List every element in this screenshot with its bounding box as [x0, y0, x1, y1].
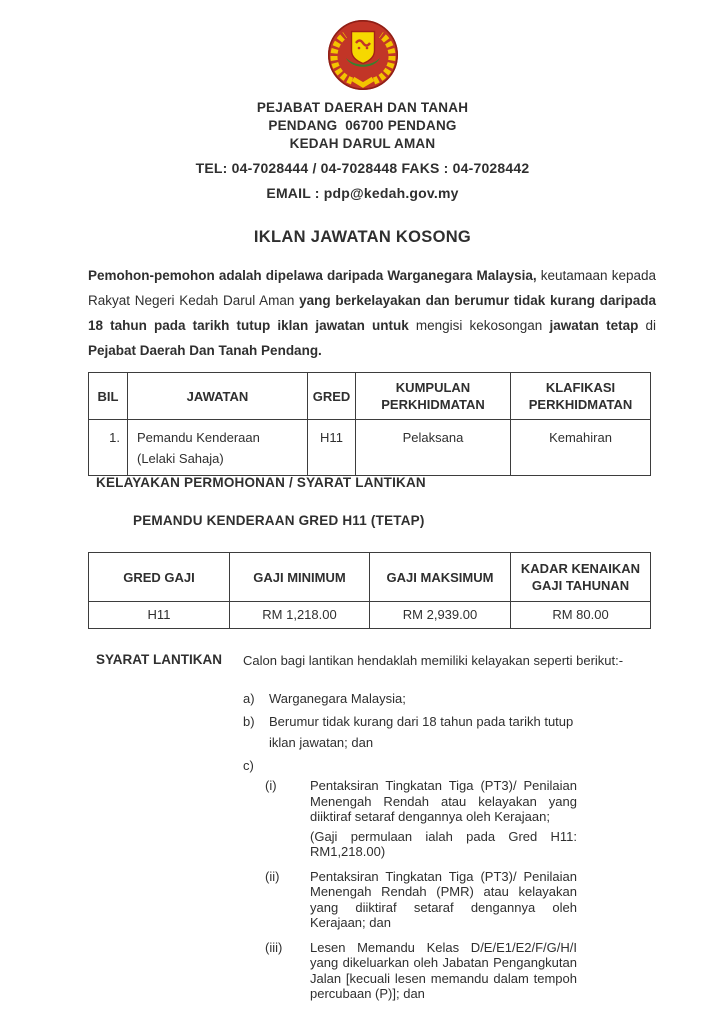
telephone-fax-line: TEL: 04-7028444 / 04-7028448 FAKS : 04-7028442: [195, 160, 530, 176]
position-heading: PEMANDU KENDERAAN GRED H11 (TETAP): [133, 513, 425, 528]
cell-gred: H11: [308, 420, 356, 476]
list-item: [243, 688, 635, 709]
syarat-intro: Calon bagi lantikan hendaklah memiliki kelayakan seperti berikut:-: [243, 653, 624, 668]
intro-segment: di: [638, 318, 656, 333]
office-state: KEDAH DARUL AMAN: [289, 136, 436, 151]
vacancy-table: [88, 372, 651, 476]
item-marker: (iii): [265, 939, 283, 955]
intro-segment: Pemohon-pemohon adalah dipelawa daripada Warganegara Malaysia,: [88, 268, 537, 283]
item-text: Berumur tidak kurang dari 18 tahun pada tarikh tutup iklan jawatan; dan: [269, 714, 574, 750]
item-text: [269, 755, 599, 776]
intro-paragraph: [88, 263, 656, 363]
item-text: Lesen Memandu Kelas D/E/E1/E2/F/G/H/I yang dikeluarkan oleh Jabatan Pengangkutan Jalan [kecuali lesen memandu dalam tempoh percubaan (P)]; dan: [310, 939, 577, 1001]
list-item: [265, 778, 635, 860]
cell-jawatan: [128, 420, 308, 476]
kedah-state-crest-logo: [326, 17, 400, 93]
item-marker: (i): [265, 778, 277, 793]
header-kadar-kenaikan: KADAR KENAIKAN GAJI TAHUNAN: [511, 553, 651, 602]
cell-gred-gaji: H11: [89, 602, 230, 629]
list-item: [243, 755, 635, 776]
cell-gaji-maksimum: RM 2,939.00: [370, 602, 511, 629]
intro-segment: jawatan tetap: [549, 318, 639, 333]
header-gaji-maksimum: GAJI MAKSIMUM: [370, 553, 511, 602]
item-text: Pentaksiran Tingkatan Tiga (PT3)/ Penilaian Menengah Rendah (PMR) atau kelayakan yang diiktiraf setaraf dengannya oleh Kerajaan; dan: [310, 868, 577, 930]
office-name: PEJABAT DAERAH DAN TANAH: [256, 100, 469, 115]
office-address: PENDANG 06700 PENDANG: [268, 118, 457, 133]
qualification-sublist: [265, 778, 635, 1002]
intro-segment: Pejabat Daerah Dan Tanah Pendang.: [88, 343, 322, 358]
requirements-list: [243, 688, 635, 1002]
list-item: [243, 711, 635, 753]
item-marker: a): [243, 691, 255, 706]
item-text: [310, 778, 577, 860]
intro-segment: keutamaan kepada Rakyat Negeri Kedah Darul Aman: [88, 268, 656, 308]
cell-klafikasi: Kemahiran: [511, 420, 651, 476]
intro-segment: yang berkelayakan dan berumur tidak kurang daripada 18 tahun pada tarikh tutup iklan jawatan untuk: [88, 293, 656, 333]
header-gred-gaji: GRED GAJI: [89, 553, 230, 602]
kedah-crest-icon: [326, 17, 400, 93]
table-row: [89, 602, 651, 629]
intro-segment: mengisi kekosongan: [408, 318, 550, 333]
sub-item-body: Pentaksiran Tingkatan Tiga (PT3)/ Penilaian Menengah Rendah atau kelayakan yang diiktiraf setaraf dengannya oleh Kerajaan;: [310, 778, 577, 824]
header-gaji-minimum: GAJI MINIMUM: [230, 553, 370, 602]
item-marker: (ii): [265, 868, 280, 884]
salary-note: (Gaji permulaan ialah pada Gred H11: RM1,218.00): [310, 828, 577, 859]
vacancy-table-header-row: [89, 373, 651, 420]
letterhead: [0, 99, 725, 201]
salary-table: [88, 552, 651, 629]
header-bil: BIL: [89, 373, 128, 420]
table-row: [89, 420, 651, 476]
header-klafikasi: KLAFIKASI PERKHIDMATAN: [511, 373, 651, 420]
cell-bil: 1.: [89, 420, 128, 476]
syarat-lantikan-content: [243, 652, 635, 1011]
cell-kumpulan: Pelaksana: [356, 420, 511, 476]
syarat-lantikan-label: SYARAT LANTIKAN: [96, 652, 223, 667]
salary-table-header-row: [89, 553, 651, 602]
item-marker: b): [243, 714, 255, 729]
list-item: [265, 940, 635, 1002]
syarat-lantikan-section: [96, 652, 641, 1011]
header-kumpulan: KUMPULAN PERKHIDMATAN: [356, 373, 511, 420]
jawatan-line1: Pemandu Kenderaan: [137, 430, 260, 445]
header-jawatan: JAWATAN: [128, 373, 308, 420]
email-line: EMAIL : pdp@kedah.gov.my: [266, 185, 459, 201]
header-gred: GRED: [308, 373, 356, 420]
section-heading-kelayakan: KELAYAKAN PERMOHONAN / SYARAT LANTIKAN: [96, 475, 426, 490]
jawatan-line2: (Lelaki Sahaja): [137, 451, 224, 466]
list-item: [265, 869, 635, 931]
item-marker: c): [243, 758, 254, 773]
cell-gaji-minimum: RM 1,218.00: [230, 602, 370, 629]
cell-kadar-kenaikan: RM 80.00: [511, 602, 651, 629]
page-title: IKLAN JAWATAN KOSONG: [253, 228, 472, 246]
item-text: Warganegara Malaysia;: [269, 691, 406, 706]
